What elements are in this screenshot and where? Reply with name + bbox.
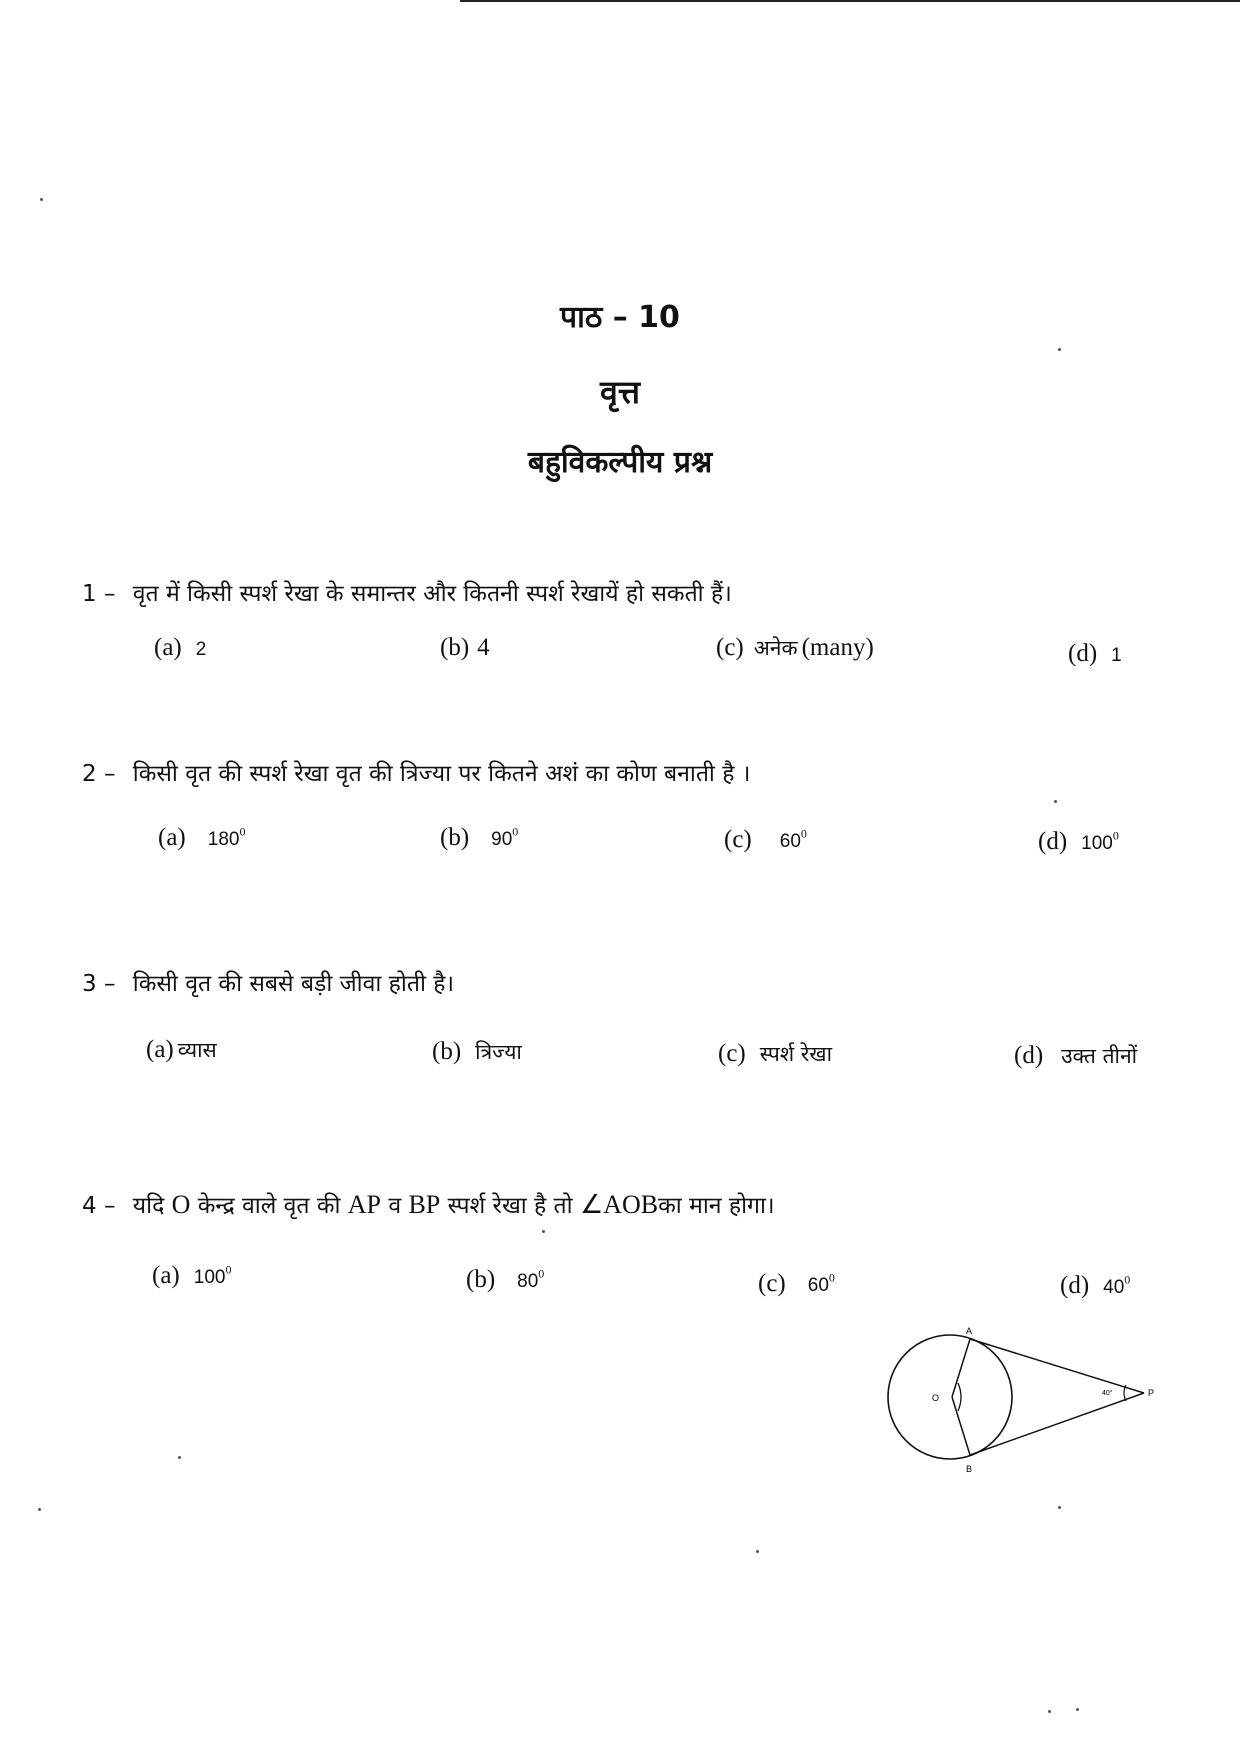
- q1-option-a: (a) 2: [154, 634, 207, 661]
- question-text: किसी वृत की स्पर्श रेखा वृत की त्रिज्या पर कितने अशं का कोण बनाती है ।: [132, 761, 751, 787]
- section-title: बहुविकल्पीय प्रश्न: [527, 445, 713, 480]
- scan-speck: [756, 1550, 759, 1553]
- question-number: 2 –: [82, 761, 116, 787]
- label-a: A: [966, 1326, 973, 1336]
- scan-speck: [178, 1456, 181, 1459]
- q1-option-c: (c) अनेक (many): [716, 634, 874, 661]
- scan-speck: [1076, 1708, 1079, 1711]
- scan-speck: [38, 1508, 41, 1511]
- q2-option-c: (c) $60^0$: [724, 826, 807, 853]
- q1-option-d: (d) 1: [1068, 640, 1122, 667]
- q4-option-a: (a) $100^0$: [152, 1262, 232, 1289]
- circle: [888, 1335, 1012, 1459]
- question-number: 4 –: [82, 1193, 116, 1219]
- tangent-bp: [970, 1393, 1144, 1455]
- label-b: B: [966, 1464, 973, 1474]
- radius-ob: [952, 1397, 970, 1455]
- scan-speck: [542, 1230, 545, 1233]
- q4-option-d: (d) $40^0$: [1060, 1272, 1131, 1299]
- question-text: किसी वृत की सबसे बड़ी जीवा होती है।: [132, 971, 455, 997]
- question-number: 3 –: [82, 971, 116, 997]
- q1-option-b: (b) 4: [440, 634, 490, 661]
- q4-option-c: (c) $60^0$: [758, 1270, 835, 1297]
- scan-speck: [1054, 800, 1057, 803]
- q2-option-a: (a) $180^0$: [158, 824, 246, 851]
- tangent-ap: [970, 1339, 1144, 1393]
- lesson-title: पाठ – 10: [560, 300, 680, 335]
- scan-speck: [40, 198, 43, 201]
- question-number: 1 –: [82, 581, 116, 607]
- scan-speck: [1058, 348, 1061, 351]
- q3-option-a: (a) व्यास: [146, 1036, 217, 1063]
- q2-option-b: (b) $90^0$: [440, 824, 519, 851]
- q3-option-c: (c) स्पर्श रेखा: [718, 1040, 833, 1067]
- scan-speck: [1058, 1506, 1061, 1509]
- q3-option-d: (d) उक्त तीनों: [1014, 1042, 1138, 1069]
- label-o: O: [932, 1393, 940, 1403]
- tangent-circle-figure: [878, 1325, 1168, 1475]
- question-text: वृत में किसी स्पर्श रेखा के समान्तर और कितनी स्पर्श रेखायें हो सकती हैं।: [132, 581, 732, 607]
- question-1: [82, 576, 732, 608]
- label-p: P: [1148, 1388, 1155, 1398]
- radius-oa: [952, 1339, 970, 1397]
- angle-aob-arc: [958, 1383, 961, 1411]
- q4-option-b: (b) $80^0$: [466, 1266, 545, 1293]
- question-2: [82, 756, 750, 788]
- q3-option-b: (b) त्रिज्या: [432, 1038, 522, 1065]
- label-angle-p: 40°: [1102, 1390, 1113, 1397]
- q2-option-d: (d) $100^0$: [1038, 828, 1119, 855]
- question-4: 4 – यदि O केन्द्र वाले वृत की AP व BP स्पर्श रेखा है तो ∠AOBका मान होगा।: [82, 1190, 775, 1219]
- scan-speck: [1048, 1710, 1051, 1713]
- top-rule: [460, 0, 1240, 2]
- question-3: [82, 966, 454, 998]
- chapter-title: वृत्त: [600, 373, 640, 411]
